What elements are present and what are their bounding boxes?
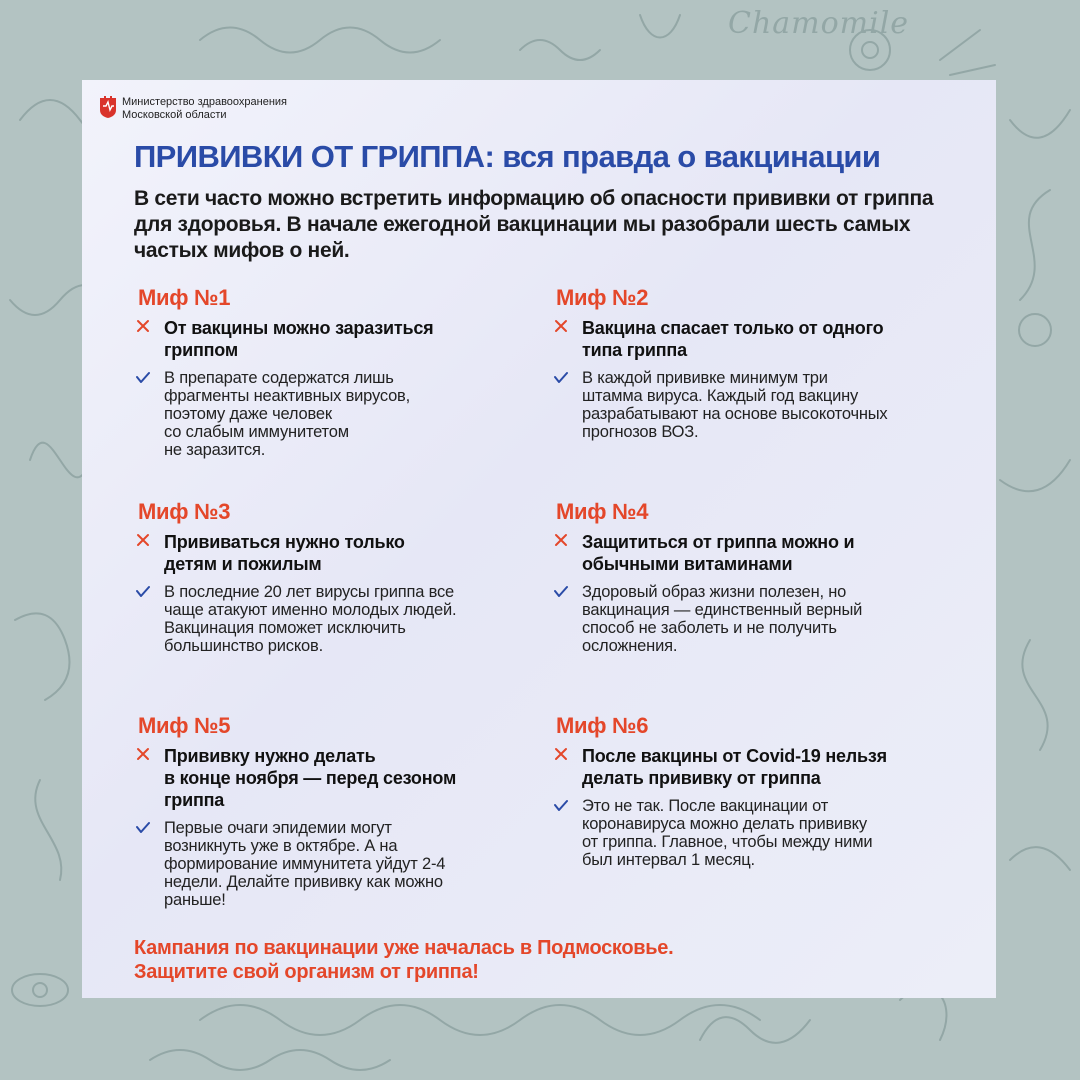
cross-icon	[554, 533, 568, 547]
moscow-region-emblem-icon	[100, 96, 116, 118]
ministry-line-1: Министерство здравоохранения	[122, 96, 287, 108]
myth-title: Миф №5	[138, 713, 231, 738]
call-to-action	[134, 936, 673, 984]
myth-fact	[554, 369, 964, 441]
cross-icon	[136, 319, 150, 333]
myth-fact	[554, 797, 974, 869]
cross-icon	[554, 747, 568, 761]
cross-icon	[136, 747, 150, 761]
myth-claim	[554, 745, 974, 789]
myth-title: Миф №4	[556, 499, 649, 524]
myth-claim	[554, 317, 964, 361]
myth-title: Миф №3	[138, 499, 231, 524]
check-icon	[554, 585, 568, 599]
myth-fact-text: Это не так. После вакцинации от коронавируса можно делать прививку от гриппа. Главное, чтобы между ними был интервал 1 месяц.	[582, 797, 873, 869]
myth-claim-text: Защититься от гриппа можно и обычными витаминами	[582, 532, 855, 574]
myth-claim-text: Прививаться нужно только детям и пожилым	[164, 532, 405, 574]
myth-claim	[136, 317, 506, 361]
myth-fact	[136, 369, 506, 459]
myth-5	[136, 713, 536, 909]
check-icon	[136, 585, 150, 599]
myth-claim-text: От вакцины можно заразиться гриппом	[164, 318, 434, 360]
myth-claim	[554, 531, 964, 575]
myth-claim-text: Вакцина спасает только от одного типа гриппа	[582, 318, 884, 360]
myth-claim-text: Прививку нужно делать в конце ноября — перед сезоном гриппа	[164, 746, 457, 810]
myth-fact-text: В каждой прививке минимум три штамма вируса. Каждый год вакцину разрабатывают на основе высокоточных прогнозов ВОЗ.	[582, 369, 888, 441]
cta-line-1: Кампания по вакцинации уже началась в Подмосковье.	[134, 937, 674, 959]
myth-6	[554, 713, 974, 869]
check-icon	[554, 799, 568, 813]
myth-fact	[554, 583, 964, 655]
page-title: ПРИВИВКИ ОТ ГРИППА: вся правда о вакцинации	[134, 139, 881, 174]
myth-fact-text: Первые очаги эпидемии могут возникнуть уже в октябре. А на формирование иммунитета уйдут 2-4 недели. Делайте прививку как можно раньше!	[164, 819, 446, 909]
myth-claim	[136, 745, 536, 811]
myth-3	[136, 499, 536, 655]
ministry-name	[122, 96, 287, 122]
myth-fact-text: В препарате содержатся лишь фрагменты неактивных вирусов, поэтому даже человек со слабым иммунитетом не заразится.	[164, 369, 410, 459]
cta-line-2: Защитите свой организм от гриппа!	[134, 961, 479, 983]
myth-title: Миф №1	[138, 285, 231, 310]
myth-title: Миф №2	[556, 285, 649, 310]
check-icon	[136, 371, 150, 385]
check-icon	[136, 821, 150, 835]
cross-icon	[136, 533, 150, 547]
myth-1	[136, 285, 506, 459]
myth-4	[554, 499, 964, 655]
myth-fact	[136, 819, 536, 909]
myth-fact-text: Здоровый образ жизни полезен, но вакцинация — единственный верный способ не заболеть и не получить осложнения.	[582, 583, 863, 655]
check-icon	[554, 371, 568, 385]
myth-claim	[136, 531, 536, 575]
background-word: Chamomile	[728, 6, 910, 41]
myth-2	[554, 285, 964, 441]
intro-text: В сети часто можно встретить информацию об опасности прививки от гриппа для здоровья. В начале ежегодной вакцинации мы разобрали шесть самых частых мифов о ней.	[134, 187, 934, 262]
myth-fact	[136, 583, 536, 655]
myth-title: Миф №6	[556, 713, 649, 738]
ministry-line-2: Московской области	[122, 109, 227, 121]
myth-fact-text: В последние 20 лет вирусы гриппа все чаще атакуют именно молодых людей. Вакцинация поможет исключить большинство рисков.	[164, 583, 457, 655]
myth-claim-text: После вакцины от Covid-19 нельзя делать прививку от гриппа	[582, 746, 887, 788]
cross-icon	[554, 319, 568, 333]
